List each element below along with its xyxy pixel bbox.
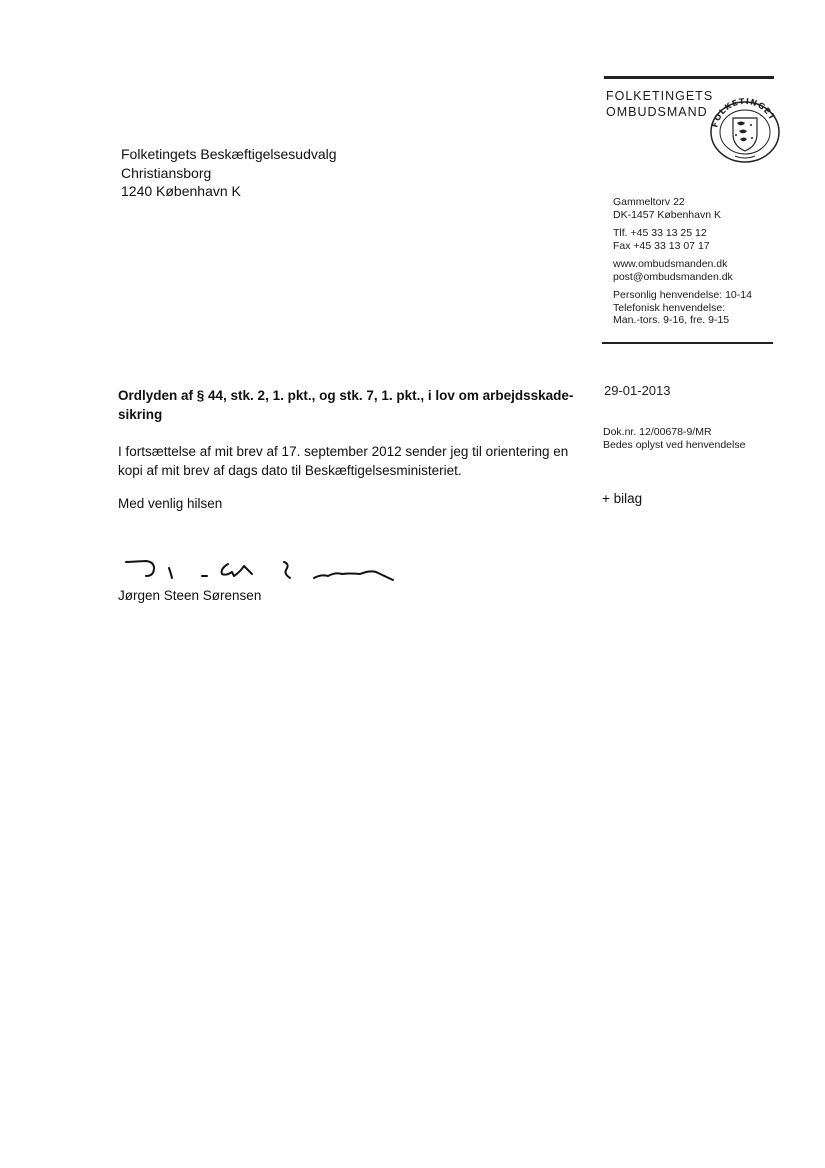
letter-date: 29-01-2013 — [604, 383, 671, 398]
letterhead-top-rule — [604, 76, 774, 79]
contact-city: DK-1457 København K — [613, 208, 721, 221]
contact-street: Gammeltorv 22 — [613, 196, 685, 208]
letter-closing: Med venlig hilsen — [118, 496, 223, 511]
recipient-building: Christiansborg — [121, 164, 212, 181]
contact-website: www.ombudsmanden.dk — [613, 258, 728, 270]
contact-email: post@ombudsmanden.dk — [613, 270, 733, 283]
contact-phone-hours: Man.-tors. 9-16, fre. 9-15 — [613, 314, 730, 326]
letter-subject: Ordlyden af § 44, stk. 2, 1. pkt., og stk. 7, 1. pkt., i lov om arbejdsskade-sikring — [118, 388, 574, 422]
contact-fax: Fax +45 33 13 07 17 — [613, 239, 710, 252]
ombudsman-seal-icon — [707, 96, 783, 164]
contact-block-rule — [602, 342, 773, 344]
recipient-name: Folketingets Beskæftigelsesudvalg — [121, 146, 337, 162]
organization-name-line2: OMBUDSMAND — [606, 105, 708, 119]
recipient-address — [121, 145, 337, 201]
contact-block — [613, 196, 752, 333]
organization-name-line1: FOLKETINGETS — [606, 89, 714, 103]
document-number: Dok.nr. 12/00678-9/MR — [603, 426, 712, 438]
handwritten-signature — [118, 552, 403, 592]
reference-block — [603, 426, 745, 452]
reference-note: Bedes oplyst ved henvendelse — [603, 439, 746, 451]
contact-phone: Tlf. +45 33 13 25 12 — [613, 227, 707, 239]
contact-phone-hours-label: Telefonisk henvendelse: — [613, 301, 726, 314]
letter-body: I fortsættelse af mit brev af 17. september 2012 sender jeg til orientering en kopi af mit brev af dags dato til Beskæftigelsesministeriet. — [118, 444, 569, 478]
organization-name — [606, 88, 713, 120]
contact-personal-hours: Personlig henvendelse: 10-14 — [613, 289, 752, 301]
recipient-city: 1240 København K — [121, 183, 241, 199]
signer-name: Jørgen Steen Sørensen — [118, 588, 262, 603]
enclosure-note: + bilag — [602, 491, 643, 506]
seal-lettering: FOLKETINGET — [710, 96, 778, 129]
